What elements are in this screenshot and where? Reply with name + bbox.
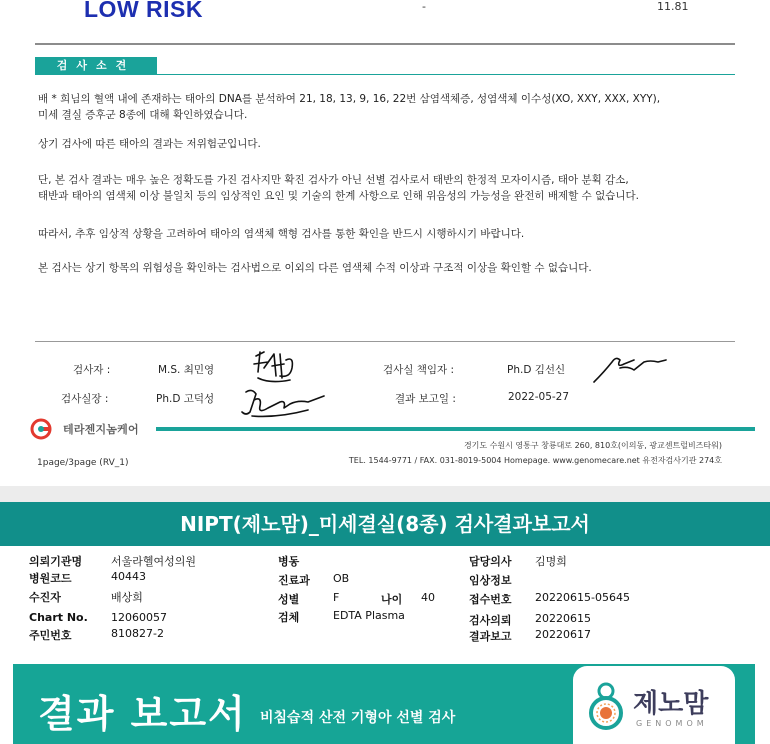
info-key: 검체 — [278, 611, 300, 624]
risk-label: LOW RISK — [84, 0, 203, 22]
page-number: 1page/3page (RV_1) — [37, 458, 129, 468]
lab-director-label: 검사실장 : — [61, 393, 109, 405]
info-value: 20220615-05645 — [535, 591, 630, 604]
info-key: 진료과 — [278, 574, 310, 587]
lab-head-label: 검사실 책임자 : — [383, 364, 455, 376]
info-key: 성별 — [278, 593, 300, 606]
info-key: 병원코드 — [29, 572, 72, 585]
info-value: 배상희 — [111, 591, 143, 604]
result-banner-title: 결과 보고서 — [38, 692, 247, 736]
info-key: 임상정보 — [469, 574, 512, 587]
info-value: 20220615 — [535, 612, 591, 625]
info-key: 담당의사 — [469, 555, 512, 568]
page-separator — [0, 486, 770, 502]
report-title: NIPT(제노맘)_미세결실(8종) 검사결과보고서 — [0, 502, 770, 546]
findings-p1-line1: 배 * 희님의 혈액 내에 존재하는 태아의 DNA를 분석하여 21, 18, 13, 9, 16, 22번 삼염색체증, 성염색체 이수성(XO, XXY, XXX, XYY), — [38, 93, 661, 105]
info-key: 검사의뢰 — [469, 614, 512, 627]
findings-header-line — [157, 74, 735, 75]
company-contact: TEL. 1544-9771 / FAX. 031-8019-5004 Homepage. www.genomecare.net 유전자검사기관 274호 — [348, 456, 722, 465]
findings-p3-line1: 단, 본 검사 결과는 매우 높은 정확도를 가진 검사지만 확진 검사가 아닌 선별 검사로서 태반의 한정적 모자이시즘, 태아 분획 감소, — [38, 174, 629, 186]
findings-paragraph-3 — [38, 172, 738, 204]
info-value: EDTA Plasma — [333, 609, 405, 622]
tester-signature — [250, 346, 300, 388]
findings-p1-line2: 미세 결실 증후군 8종에 대해 확인하였습니다. — [38, 109, 248, 121]
info-key: 병동 — [278, 555, 300, 568]
info-key: 주민번호 — [29, 629, 72, 642]
risk-value: 11.81 — [657, 0, 689, 13]
report-date-label: 결과 보고일 : — [395, 393, 456, 405]
report-date: 2022-05-27 — [508, 391, 570, 403]
divider — [35, 43, 735, 45]
info-value: 12060057 — [111, 611, 167, 624]
findings-p3-line2: 태반과 태아의 염색체 이상 불일치 등의 임상적인 요인 및 기술의 한계 사항으로 인해 위음성의 가능성을 완전히 배제할 수 없습니다. — [38, 190, 639, 202]
info-key: 접수번호 — [469, 593, 512, 606]
lab-head-signature — [590, 348, 670, 388]
findings-paragraph-2: 상기 검사에 따른 태아의 결과는 저위험군입니다. — [38, 138, 261, 150]
brand-subtitle: GENOMOM — [636, 719, 708, 728]
info-value: F — [333, 591, 340, 604]
company-logo-text: 테라젠지놈케어 — [63, 423, 139, 436]
info-key: 의뢰기관명 — [29, 555, 83, 568]
tester-name: M.S. 최민영 — [158, 364, 215, 376]
result-banner-subtitle: 비침습적 산전 기형아 선별 검사 — [260, 710, 456, 726]
company-address: 경기도 수원시 영통구 창룡대로 260, 810호(이의동, 광교센트럴비즈타워) — [463, 441, 722, 450]
brand-name: 제노맘 — [633, 689, 709, 719]
divider — [35, 341, 735, 342]
findings-paragraph-4: 따라서, 추후 임상적 상황을 고려하여 태아의 염색체 핵형 검사를 통한 확인을 반드시 시행하시기 바랍니다. — [38, 228, 525, 240]
info-value: OB — [333, 572, 350, 585]
value-dash: - — [422, 0, 426, 13]
lab-director-signature — [238, 386, 330, 422]
teal-band — [156, 427, 755, 431]
age-key: 나이 — [381, 593, 403, 606]
tester-label: 검사자 : — [73, 364, 111, 376]
lab-director-name: Ph.D 고덕성 — [156, 393, 215, 405]
info-value: 서울라헬여성의원 — [111, 555, 197, 568]
info-key: 수진자 — [29, 591, 61, 604]
info-key: 결과보고 — [469, 630, 512, 643]
findings-paragraph-1 — [38, 91, 738, 123]
lab-head-name: Ph.D 김선신 — [507, 364, 566, 376]
findings-header: 검사소견 — [35, 57, 157, 75]
findings-paragraph-5: 본 검사는 상기 항목의 위험성을 확인하는 검사법으로 이외의 다른 염색체 수적 이상과 구조적 이상을 확인할 수 없습니다. — [38, 262, 592, 274]
info-key: Chart No. — [29, 611, 88, 624]
info-value: 810827-2 — [111, 627, 164, 640]
info-value: 40443 — [111, 570, 146, 583]
info-value: 20220617 — [535, 628, 591, 641]
info-value: 김명희 — [535, 555, 567, 568]
age-value: 40 — [421, 591, 435, 604]
genomom-logo-icon — [586, 680, 630, 732]
company-logo-icon — [30, 418, 60, 440]
